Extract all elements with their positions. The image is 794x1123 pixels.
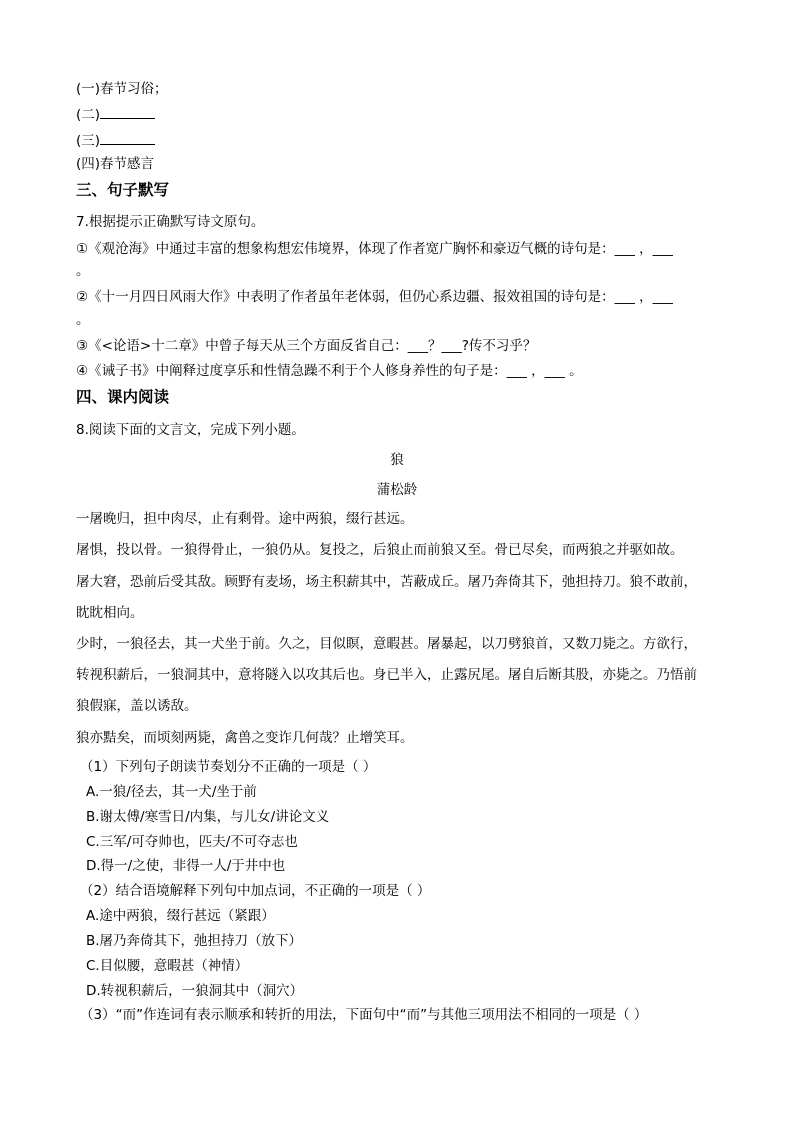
passage-author: 蒲松龄 (376, 482, 418, 498)
passage-paragraph-4-line-2: 转视积薪后，一狼洞其中，意将隧入以攻其后也。身已半入，止露尻尾。屠自后断其股，亦毙之。乃悟前 (76, 667, 697, 683)
sub-question-2-option-d: D.转视积薪后，一狼洞其中（洞穴） (86, 983, 304, 999)
item-3 (76, 131, 155, 150)
item-2-label: (二) (76, 107, 101, 123)
item-4: (四)春节感言 (76, 156, 155, 172)
question-7-line-1-end: 。 (76, 263, 90, 279)
question-7-line-1: ①《观沧海》中通过丰富的想象构想宏伟境界，体现了作者宽广胸怀和豪迈气概的诗句是：___ ，___ (76, 241, 673, 257)
sub-question-1-option-b: B.谢太傅/寒雪日/内集，与儿女/讲论文义 (86, 809, 330, 825)
question-8-stem: 8.阅读下面的文言文，完成下列小题。 (76, 422, 305, 438)
sub-question-3-stem: （3）“而”作连词有表示顺承和转折的用法，下面句中“而”与其他三项用法不相同的一项是（ ） (80, 1007, 648, 1023)
section-heading-4: 四、课内阅读 (76, 388, 170, 406)
sub-question-2-option-a: A.途中两狼，缀行甚远（紧跟） (86, 908, 275, 924)
passage-title: 狼 (390, 452, 404, 468)
item-1: (一)春节习俗； (76, 81, 168, 97)
passage-paragraph-1: 一屠晚归，担中肉尽，止有剩骨。途中两狼，缀行甚远。 (76, 511, 414, 527)
passage-paragraph-3-line-2: 眈眈相向。 (76, 605, 144, 621)
question-7-line-4: ④《诫子书》中阐释过度享乐和性情急躁不利于个人修身养性的句子是：___ ，___ 。 (76, 363, 583, 379)
question-7-line-2: ②《十一月四日风雨大作》中表明了作者虽年老体弱，但仍心系边疆、报效祖国的诗句是：___ ，___ (76, 289, 673, 305)
section-heading-3: 三、句子默写 (76, 181, 170, 199)
passage-paragraph-3-line-1: 屠大窘，恐前后受其敌。顾野有麦场，场主积薪其中，苫蔽成丘。屠乃奔倚其下，弛担持刀。狼不敢前， (76, 574, 697, 590)
sub-question-2-option-c: C.目似腰，意暇甚（神情） (86, 958, 249, 974)
sub-question-1-option-a: A.一狼/径去，其一犬/坐于前 (86, 784, 257, 800)
sub-question-1-stem: （1）下列句子朗读节奏划分不正确的一项是（ ） (80, 759, 377, 775)
answer-blank (100, 131, 155, 145)
passage-paragraph-5: 狼亦黠矣，而顷刻两毙，禽兽之变诈几何哉？止增笑耳。 (76, 730, 414, 746)
question-7-line-3: ③《<论语>十二章》中曾子每天从三个方面反省自己：___？___?传不习乎？ (76, 338, 537, 354)
sub-question-1-option-d: D.得一/之使，非得一人/于井中也 (86, 858, 286, 874)
sub-question-2-stem: （2）结合语境解释下列句中加点词，不正确的一项是（ ） (80, 883, 431, 899)
answer-blank (100, 105, 155, 119)
question-7-line-2-end: 。 (76, 312, 90, 328)
question-7-stem: 7.根据提示正确默写诗文原句。 (76, 214, 265, 230)
passage-paragraph-4-line-3: 狼假寐，盖以诱敌。 (76, 698, 198, 714)
sub-question-2-option-b: B.屠乃奔倚其下，弛担持刀（放下） (86, 933, 303, 949)
item-2 (76, 105, 155, 124)
passage-paragraph-4-line-1: 少时，一狼径去，其一犬坐于前。久之，目似瞑，意暇甚。屠暴起，以刀劈狼首，又数刀毙之。方欲行， (76, 636, 697, 652)
sub-question-1-option-c: C.三军/可夺帅也，匹夫/不可夺志也 (86, 834, 298, 850)
item-3-label: (三) (76, 133, 101, 149)
passage-paragraph-2: 屠惧，投以骨。一狼得骨止，一狼仍从。复投之，后狼止而前狼又至。骨已尽矣，而两狼之并驱如故。 (76, 542, 684, 558)
